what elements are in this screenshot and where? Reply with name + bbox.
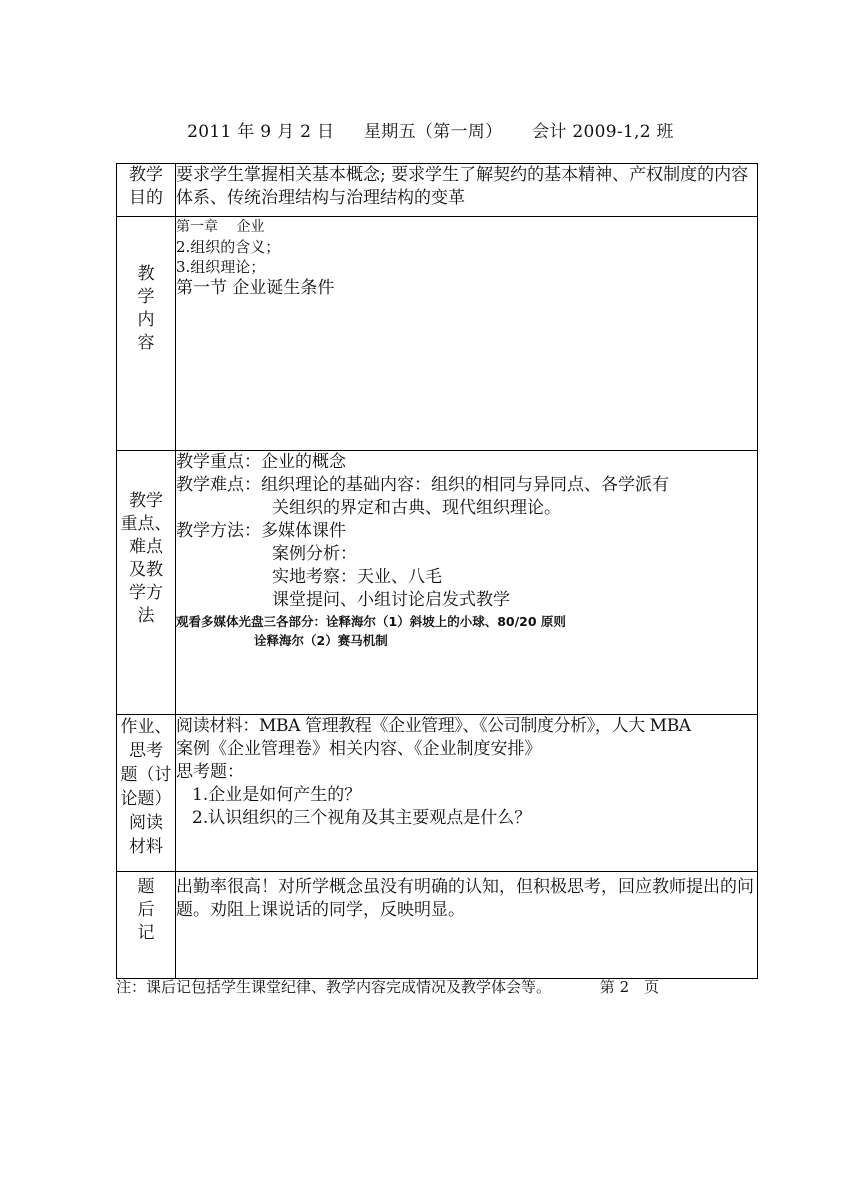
keypoints-label	[117, 451, 176, 715]
postscript-label	[117, 872, 176, 979]
postscript-row	[117, 872, 758, 979]
label-line: 容	[137, 333, 155, 353]
label-line: 后	[137, 900, 155, 920]
label-line: 题	[137, 877, 155, 897]
homework-row	[117, 715, 758, 872]
postscript-body: 出勤率很高！对所学概念虽没有明确的认知，但积极思考，回应教师提出的问题。劝阻上课说话的同学，反映明显。	[176, 877, 754, 920]
label-line: 教	[137, 264, 155, 284]
difficulty-continued: 关组织的界定和古典、现代组织理论。	[272, 498, 561, 518]
label-line: 阅读	[129, 813, 163, 833]
question-item: 2.认识组织的三个视角及其主要观点是什么？	[192, 808, 532, 828]
label-line: 教学	[129, 491, 163, 511]
content-line: 2.组织的含义；	[176, 238, 281, 256]
keypoints-text	[176, 451, 758, 715]
method-item: 实地考察：天业、八毛	[272, 567, 442, 587]
label-line: 目的	[129, 188, 163, 208]
objective-label	[117, 164, 176, 217]
video-line: 观看多媒体光盘三各部分：诠释海尔（1）斜坡上的小球、80/20 原则	[176, 614, 566, 629]
difficulty-line: 教学难点：组织理论的基础内容：组织的相同与异同点、各学派有	[176, 475, 669, 495]
homework-label	[117, 715, 176, 872]
label-line: 作业、	[120, 717, 172, 737]
objective-row	[117, 164, 758, 217]
chapter-line: 第一章 企业	[176, 219, 265, 235]
method-item: 课堂提问、小组讨论启发式教学	[272, 590, 510, 610]
label-line: 思考	[129, 741, 163, 761]
label-line: 内	[137, 310, 155, 330]
label-line: 法	[137, 606, 155, 626]
reading-line: 阅读材料：MBA 管理教程《企业管理》、《公司制度分析》，人大 MBA	[176, 716, 691, 736]
header-date: 2011 年 9 月 2 日	[187, 122, 335, 142]
question-item: 1.企业是如何产生的？	[192, 785, 362, 805]
objective-text-body: 要求学生掌握相关基本概念; 要求学生了解契约的基本精神、产权制度的内容体系、传统治理结构与治理结构的变革	[176, 165, 749, 208]
postscript-text	[176, 872, 758, 979]
reading-line: 案例《企业管理卷》相关内容、《企业制度安排》	[176, 739, 542, 759]
method-item: 案例分析：	[272, 544, 357, 564]
objective-text	[176, 164, 758, 217]
label-line: 论题）	[120, 789, 172, 809]
lesson-plan-table	[116, 163, 758, 979]
questions-title: 思考题：	[176, 762, 244, 782]
section-line: 第一节 企业诞生条件	[176, 278, 335, 298]
label-line: 重点、	[120, 514, 172, 534]
content-text	[176, 217, 758, 451]
label-line: 记	[137, 923, 155, 943]
homework-text	[176, 715, 758, 872]
label-line: 题（讨	[120, 765, 172, 785]
header-weekday: 星期五（第一周）	[363, 122, 503, 142]
video-line: 诠释海尔（2）赛马机制	[254, 633, 388, 648]
keypoints-row	[117, 451, 758, 715]
label-line: 学	[137, 287, 155, 307]
label-line: 材料	[129, 837, 163, 857]
header-class: 会计 2009-1,2 班	[532, 122, 674, 142]
label-line: 难点	[129, 537, 163, 557]
content-row	[117, 217, 758, 451]
label-line: 及教	[129, 560, 163, 580]
footer-note	[116, 976, 659, 997]
page-header	[0, 117, 861, 142]
content-line: 3.组织理论；	[176, 258, 266, 276]
focus-line: 教学重点：企业的概念	[176, 452, 346, 472]
page-number: 第 2 页	[599, 978, 660, 996]
content-label	[117, 217, 176, 451]
method-line: 教学方法：多媒体课件	[176, 521, 346, 541]
footer-note-text: 注：课后记包括学生课堂纪律、教学内容完成情况及教学体会等。	[116, 978, 552, 996]
label-line: 教学	[129, 165, 163, 185]
label-line: 学方	[129, 583, 163, 603]
